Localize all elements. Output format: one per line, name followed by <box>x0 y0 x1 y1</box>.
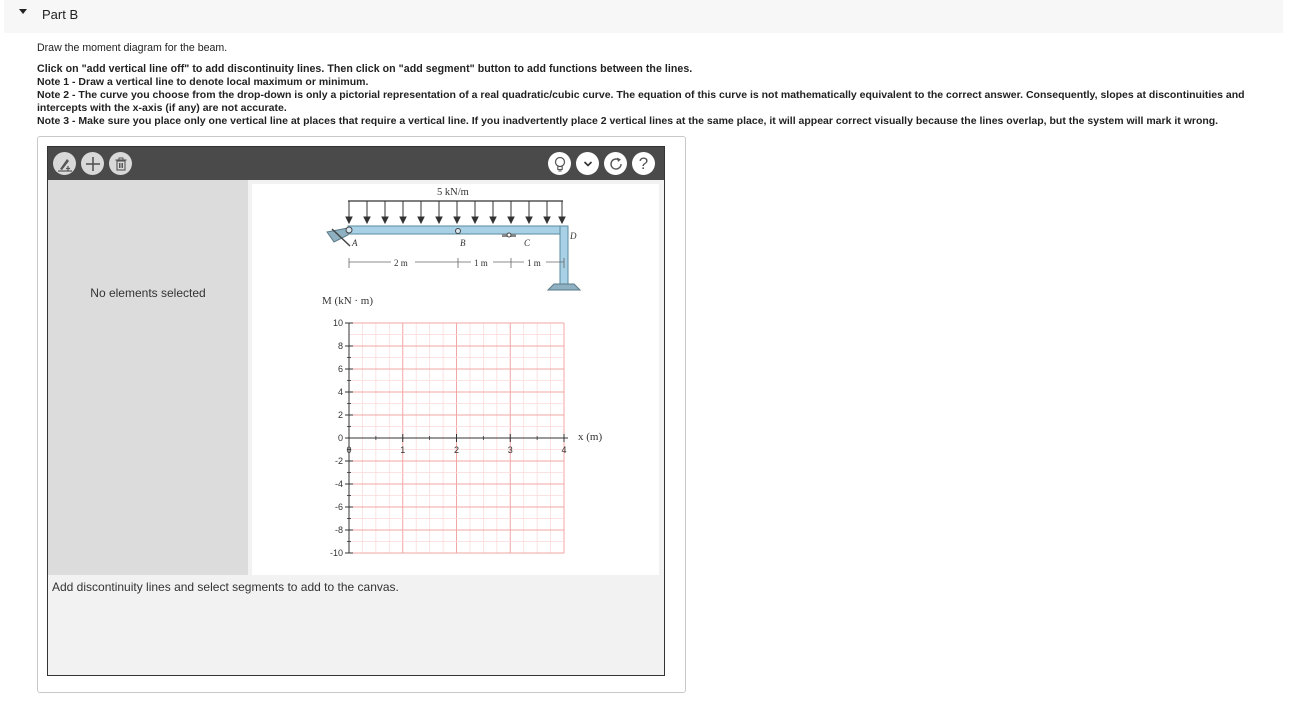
lightbulb-icon <box>553 156 567 172</box>
load-arrows <box>346 201 565 223</box>
dim-label-ab: 2 m <box>394 258 408 268</box>
y-tick-label: 4 <box>337 387 343 397</box>
point-label-c: C <box>524 238 531 248</box>
note-2: Note 2 - The curve you choose from the drop-down is only a pictorial representation of a real quadratic/cubic curve. The equation of this curve is not mathematically equivalent to the correct answer. Consequently, slopes at discontinuities and intercepts with the x-axis (if any) are not accurate. <box>37 89 1245 114</box>
instruction-text: Draw the moment diagram for the beam. <box>37 42 228 54</box>
y-tick-label: -2 <box>334 456 343 466</box>
delete-button[interactable] <box>109 152 132 175</box>
part-header[interactable] <box>4 0 1283 33</box>
instruction-click-text: Click on "add vertical line off" to add discontinuity lines. Then click on "add segment" button to add functions between the lines. <box>37 63 693 75</box>
x-tick-label: 0 <box>346 445 352 455</box>
add-segment-icon <box>85 156 101 172</box>
y-tick-label: -6 <box>334 502 343 512</box>
y-tick-label: -4 <box>334 479 343 489</box>
chevron-down-icon <box>583 160 593 168</box>
toolbar <box>48 147 664 180</box>
y-axis-label: M (kN · m) <box>322 295 374 307</box>
x-tick-label: 2 <box>453 445 460 455</box>
reset-button[interactable] <box>604 152 627 175</box>
properties-panel <box>48 180 248 575</box>
point-label-b: B <box>460 238 466 248</box>
dropdown-button[interactable] <box>576 152 599 175</box>
part-title: Part B <box>42 7 79 22</box>
beam-figure <box>327 187 580 290</box>
status-text: Add discontinuity lines and select segments to add to the canvas. <box>52 580 399 594</box>
help-icon: ? <box>638 153 649 173</box>
x-axis-label: x (m) <box>578 431 603 443</box>
point-label-d: D <box>570 231 577 241</box>
add-vertical-line-icon <box>57 156 73 172</box>
y-tick-label: 8 <box>337 341 343 351</box>
help-button[interactable] <box>632 152 655 175</box>
add-segment-button[interactable] <box>81 152 104 175</box>
y-tick-label: 6 <box>337 364 343 374</box>
add-vertical-line-button[interactable] <box>53 152 76 175</box>
note-3: Note 3 - Make sure you place only one vertical line at places that require a vertical line. If you inadvertently place 2 vertical lines at the same place, it will appear correct visually because the lines overlap, but the system will mark it wrong. <box>37 115 1219 127</box>
no-selection-text: No elements selected <box>90 286 206 300</box>
y-tick-label: -8 <box>334 525 343 535</box>
y-tick-label: -10 <box>329 548 343 558</box>
drawing-tool <box>47 146 665 676</box>
x-tick-label: 1 <box>400 445 406 455</box>
problem-figure <box>252 184 659 575</box>
point-label-a: A <box>352 238 358 248</box>
note-1: Note 1 - Draw a vertical line to denote local maximum or minimum. <box>37 76 369 88</box>
x-tick-label: 4 <box>561 445 567 455</box>
hint-button[interactable] <box>548 152 571 175</box>
dim-label-cd: 1 m <box>527 258 541 268</box>
y-tick-label: 2 <box>337 410 343 420</box>
y-tick-label: 0 <box>337 433 343 443</box>
drawing-canvas[interactable] <box>252 184 659 575</box>
load-label: 5 kN/m <box>437 187 469 198</box>
x-tick-label: 3 <box>507 445 513 455</box>
y-tick-label: 10 <box>332 318 343 328</box>
dim-label-bc: 1 m <box>474 258 488 268</box>
reset-icon <box>608 156 624 172</box>
collapse-caret-icon[interactable] <box>19 9 27 14</box>
moment-graph[interactable] <box>330 318 568 558</box>
trash-icon <box>114 157 128 171</box>
